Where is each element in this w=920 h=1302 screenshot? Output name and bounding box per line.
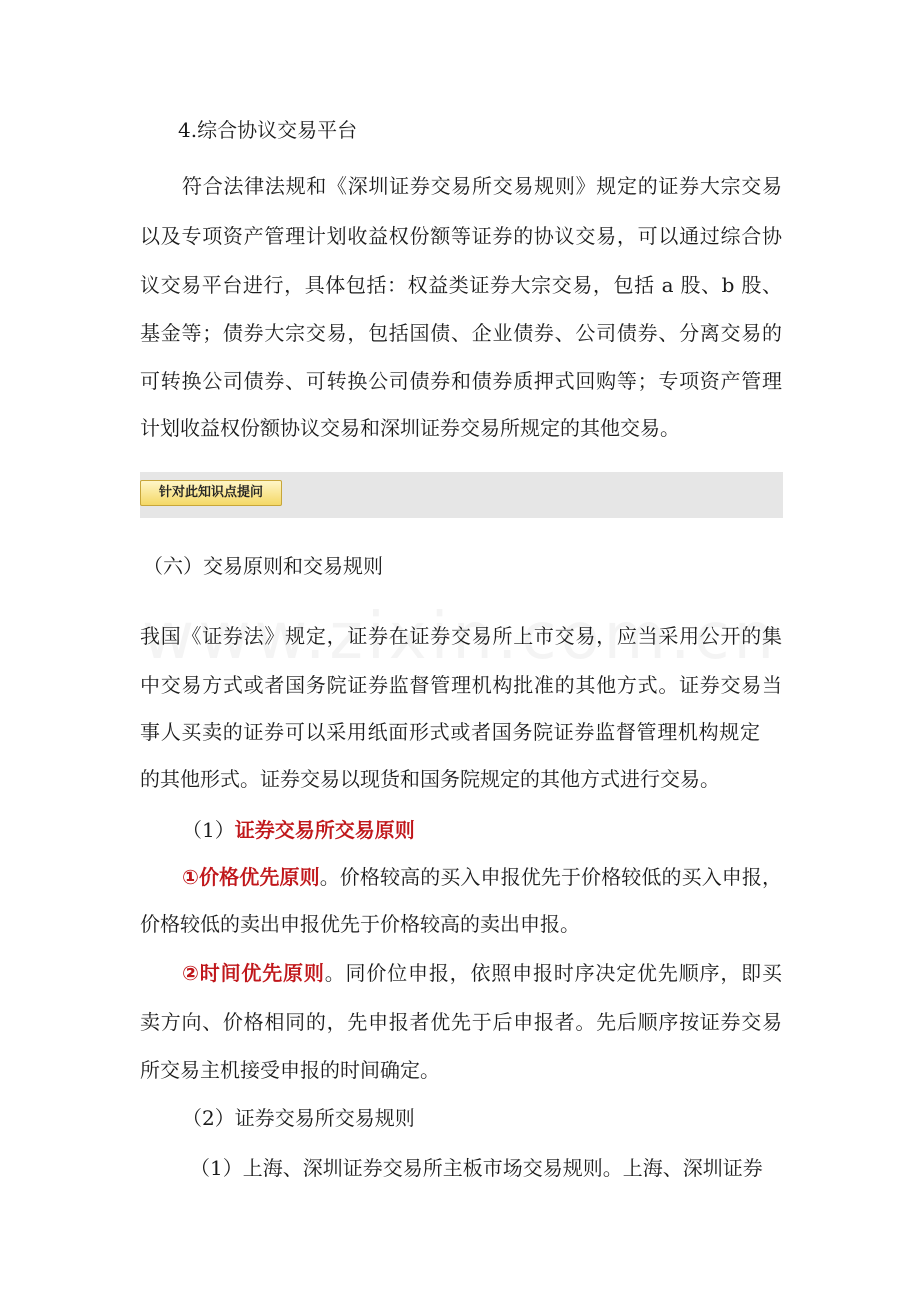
section-heading-4: 4.综合协议交易平台	[178, 118, 358, 142]
paragraph-line: 价格较低的卖出申报优先于价格较高的卖出申报。	[140, 912, 580, 936]
subheading-trading-rules: （2）证券交易所交易规则	[182, 1106, 415, 1130]
subheading-prefix: （1）	[182, 818, 235, 842]
ask-question-button[interactable]: 针对此知识点提问	[140, 480, 282, 506]
paragraph-line: 以及专项资产管理计划收益权份额等证券的协议交易，可以通过综合协	[140, 224, 782, 248]
paragraph-line: 符合法律法规和《深圳证券交易所交易规则》规定的证券大宗交易	[182, 174, 782, 198]
paragraph-line: 计划收益权份额协议交易和深圳证券交易所规定的其他交易。	[140, 416, 680, 440]
paragraph-line: 的其他形式。证券交易以现货和国务院规定的其他方式进行交易。	[140, 767, 720, 791]
price-priority-line	[182, 865, 782, 889]
time-priority-line	[182, 961, 782, 985]
time-priority-text: 。同价位申报，依照申报时序决定优先顺序，即买	[324, 961, 782, 985]
paragraph-line: 所交易主机接受申报的时间确定。	[140, 1058, 440, 1082]
paragraph-line: 基金等；债券大宗交易，包括国债、企业债券、公司债券、分离交易的	[140, 321, 782, 345]
paragraph-line: 可转换公司债券、可转换公司债券和债券质押式回购等；专项资产管理	[140, 369, 782, 393]
section-heading-6: （六）交易原则和交易规则	[143, 554, 383, 578]
paragraph-line: 事人买卖的证券可以采用纸面形式或者国务院证券监督管理机构规定	[140, 720, 760, 744]
paragraph-line: （1）上海、深圳证券交易所主板市场交易规则。上海、深圳证券	[190, 1156, 763, 1180]
time-priority-title: ②时间优先原则	[182, 961, 325, 985]
price-priority-text: 。价格较高的买入申报优先于价格较低的买入申报，	[319, 865, 783, 889]
paragraph-line: 中交易方式或者国务院证券监督管理机构批准的其他方式。证券交易当	[140, 673, 782, 697]
question-bar	[140, 472, 783, 518]
subheading-title: 证券交易所交易原则	[234, 818, 415, 842]
paragraph-line: 卖方向、价格相同的，先申报者优先于后申报者。先后顺序按证券交易	[140, 1010, 782, 1034]
subheading-trading-principles	[182, 818, 415, 842]
price-priority-title: ①价格优先原则	[182, 865, 320, 889]
paragraph-line: 议交易平台进行，具体包括：权益类证券大宗交易，包括 a 股、b 股、	[140, 273, 782, 297]
paragraph-line: 我国《证券法》规定，证券在证券交易所上市交易，应当采用公开的集	[140, 624, 782, 648]
